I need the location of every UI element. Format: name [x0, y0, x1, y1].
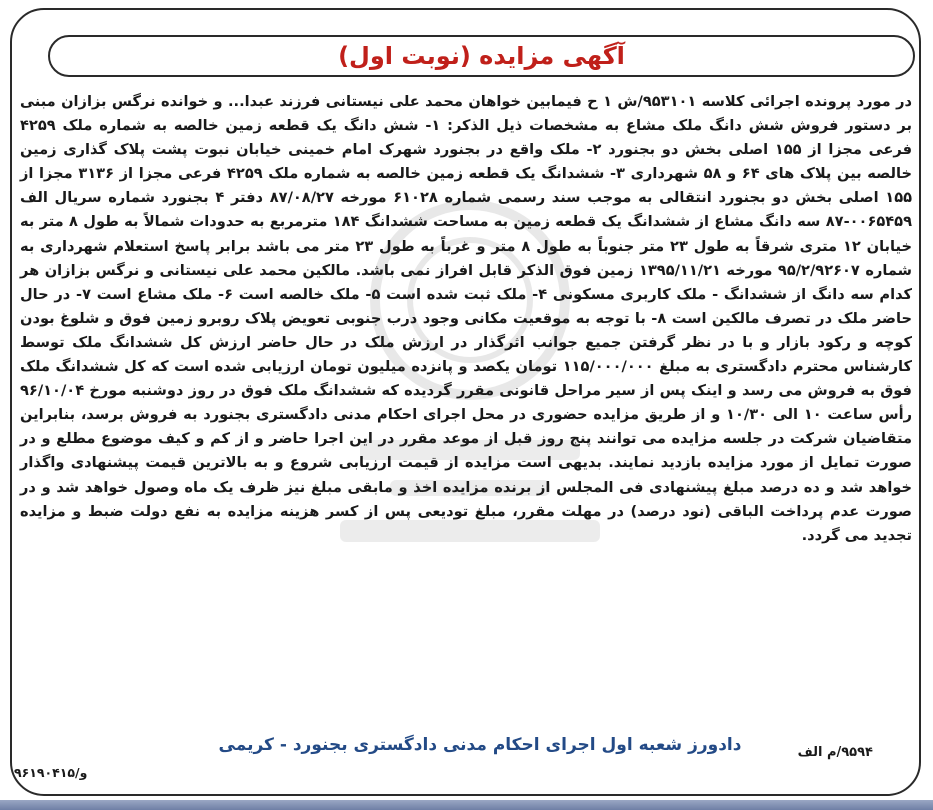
- bottom-divider: [0, 800, 933, 810]
- notice-title: آگهی مزایده (نوبت اول): [338, 42, 625, 70]
- footer-code: و/۹۶۱۹۰۴۱۵: [14, 765, 88, 780]
- notice-reference-number: ۹۵۹۴/م الف: [797, 745, 873, 760]
- notice-signature: دادورز شعبه اول اجرای احکام مدنی دادگستری بجنورد - کریمی: [218, 735, 742, 755]
- notice-body-paragraph: در مورد پرونده اجرائی کلاسه ۹۵۳۱۰۱/ش ۱ ح فیمابین خواهان محمد علی نیستانی فرزند عبدا... و خوانده نرگس بزازان مبنی بر دستور فروش شش دانگ ملک مشاع به مشخصات ذیل الذکر: ۱- شش دانگ یک قطعه زمین خالصه به شماره ملک ۴۲۵۹ فرعی مجزا از ۱۵۵ اصلی بخش دو بجنورد ۲- ملک واقع در بجنورد شهرک امام خمینی خیابان نبوت پشت پلاک گذاری زمین خالصه بین پلاک های ۶۴ و ۵۸ شهرداری ۳- ششدانگ یک قطعه زمین خالصه به شماره ملک ۴۲۵۹ فرعی مجزا از ۳۱۳۶ مجزا از ۱۵۵ اصلی بخش دو بجنورد انتقالی به موجب سند رسمی شماره ۶۱۰۲۸ مورخه ۸۷/۰۸/۲۷ دفتر ۴ بجنورد شماره سریال الف ۰۰۶۵۴۵۹-۸۷ سه دانگ مشاع از ششدانگ یک قطعه زمین به مساحت ششدانگ ۱۸۴ مترمربع به حدودات شمالاً به طول ۸ متر به خیابان ۱۲ متری شرقاً به طول ۲۳ متر جنوباً به طول ۸ متر و غرباً به طول ۲۳ متر می باشد برابر پاسخ استعلام شهرداری به شماره ۹۵/۲/۹۲۶۰۷ مورخه ۱۳۹۵/۱۱/۲۱ زمین فوق الذکر قابل افراز نمی باشد. مالکین محمد علی نیستانی و نرگس بزازان هر کدام سه دانگ از ششدانگ - ملک کاربری مسکونی ۴- ملک ثبت شده است ۵- ملک خالصه است ۶- ملک مشاع است ۷- در حال حاضر ملک در تصرف مالکین است ۸- با توجه به موقعیت مکانی وجود درب جنوبی تعویض پلاک روبرو زمین فوق و شلوغ بودن کوچه و رکود بازار و با در نظر گرفتن جمیع جوانب اثرگذار در ارزش ملک در حال حاضر ارزش کل ششدانگ ملک توسط کارشناس محترم دادگستری به مبلغ ۱۱۵/۰۰۰/۰۰۰ تومان یکصد و پانزده میلیون تومان ارزیابی شده است که کل ششدانگ ملک فوق به فروش می رسد و اینک پس از سیر مراحل قانونی مقرر گردیده که ششدانگ ملک فوق در روز دوشنبه مورخ ۹۶/۱۰/۰۴ رأس ساعت ۱۰ الی ۱۰/۳۰ و از طریق مزایده حضوری در محل اجرای احکام مدنی دادگستری بجنورد به فروش برسد، بنابراین متقاضیان شرکت در جلسه مزایده می توانند پنج روز قبل از موعد مقرر در این اجرا حاضر و از کم و کیف موضوع مطلع و در صورت تمایل از مورد مزایده بازدید نمایند. بدیهی است مزایده از قیمت ارزیابی شروع و به بالاترین قیمت پیشنهادی واگذار خواهد شد و ده درصد مبلغ پیشنهادی فی المجلس از برنده مزایده اخذ و مابقی مبلغ نیز ظرف یک ماه وصول خواهد شد و در صورت عدم پرداخت الباقی (نود درصد) در مهلت مقرر، مبلغ تودیعی پس از کسر هزینه مزایده به نفع دولت ضبط و مزایده تجدید می گردد.: [20, 93, 913, 544]
- notice-title-bar: [48, 35, 915, 77]
- notice-body: [20, 90, 912, 548]
